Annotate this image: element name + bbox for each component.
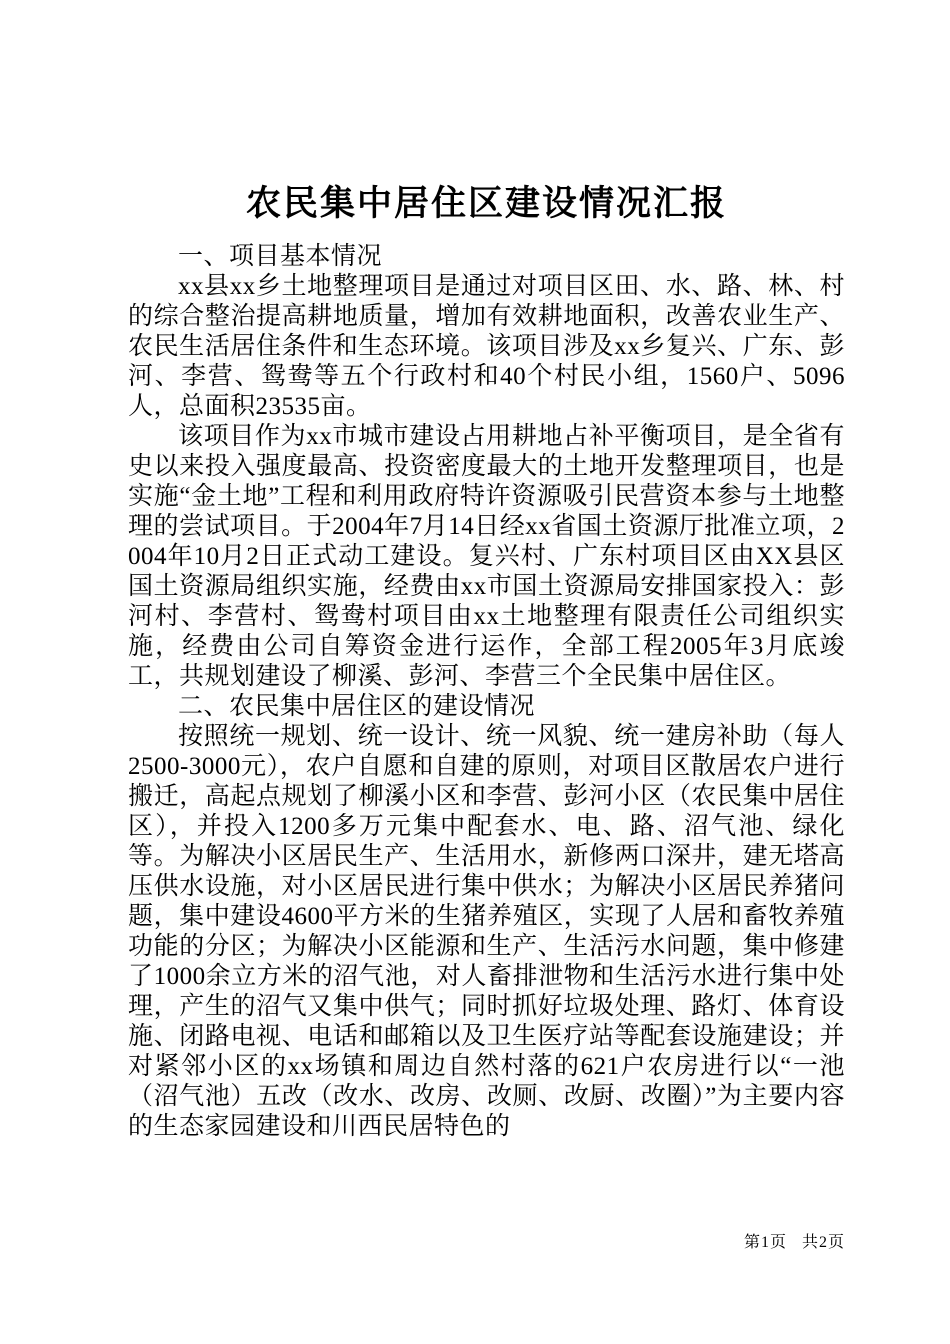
body-paragraph-3: 按照统一规划、统一设计、统一风貌、统一建房补助（每人2500-3000元），农户自愿和自建的原则，对项目区散居农户进行搬迁，高起点规划了柳溪小区和李营、彭河小区（农民集中居住区），并投入1200多万元集中配套水、电、路、沼气池、绿化等。为解决小区居民生产、生活用水，新修两口深井，建无塔高压供水设施，对小区居民进行集中供水；为解决小区居民养猪问题，集中建设4600平方米的生猪养殖区，实现了人居和畜牧养殖功能的分区；为解决小区能源和生产、生活污水问题，集中修建了1000余立方米的沼气池，对人畜排泄物和生活污水进行集中处理，产生的沼气又集中供气；同时抓好垃圾处理、路灯、体育设施、闭路电视、电话和邮箱以及卫生医疗站等配套设施建设；并对紧邻小区的xx场镇和周边自然村落的621户农房进行以“一池（沼气池）五改（改水、改房、改厕、改厨、改圈）”为主要内容的生态家园建设和川西民居特色的 <box>128 723 845 1140</box>
section-heading-2: 二、农民集中居住区的建设情况 <box>178 693 536 720</box>
section-heading-1: 一、项目基本情况 <box>178 243 383 270</box>
page-number-current: 第1页 <box>743 1234 787 1251</box>
body-paragraph-1: xx县xx乡土地整理项目是通过对项目区田、水、路、林、村的综合整治提高耕地质量，增加有效耕地面积，改善农业生产、农民生活居住条件和生态环境。该项目涉及xx乡复兴、广东、彭河、李营、鸳鸯等五个行政村和40个村民小组，1560户、5096人，总面积23535亩。 <box>128 273 845 420</box>
page-number-total: 共2页 <box>801 1234 845 1251</box>
document-title: 农民集中居住区建设情况汇报 <box>245 184 727 223</box>
body-paragraph-2: 该项目作为xx市城市建设占用耕地占补平衡项目，是全省有史以来投入强度最高、投资密度最大的土地开发整理项目，也是实施“金土地”工程和利用政府特许资源吸引民营资本参与土地整理的尝试项目。于2004年7月14日经xx省国土资源厅批准立项，2004年10月2日正式动工建设。复兴村、广东村项目区由XX县区国土资源局组织实施，经费由xx市国土资源局安排国家投入：彭河村、李营村、鸳鸯村项目由xx土地整理有限责任公司组织实施，经费由公司自筹资金进行运作，全部工程2005年3月底竣工，共规划建设了柳溪、彭河、李营三个全民集中居住区。 <box>128 423 845 690</box>
page-footer <box>744 1229 845 1252</box>
